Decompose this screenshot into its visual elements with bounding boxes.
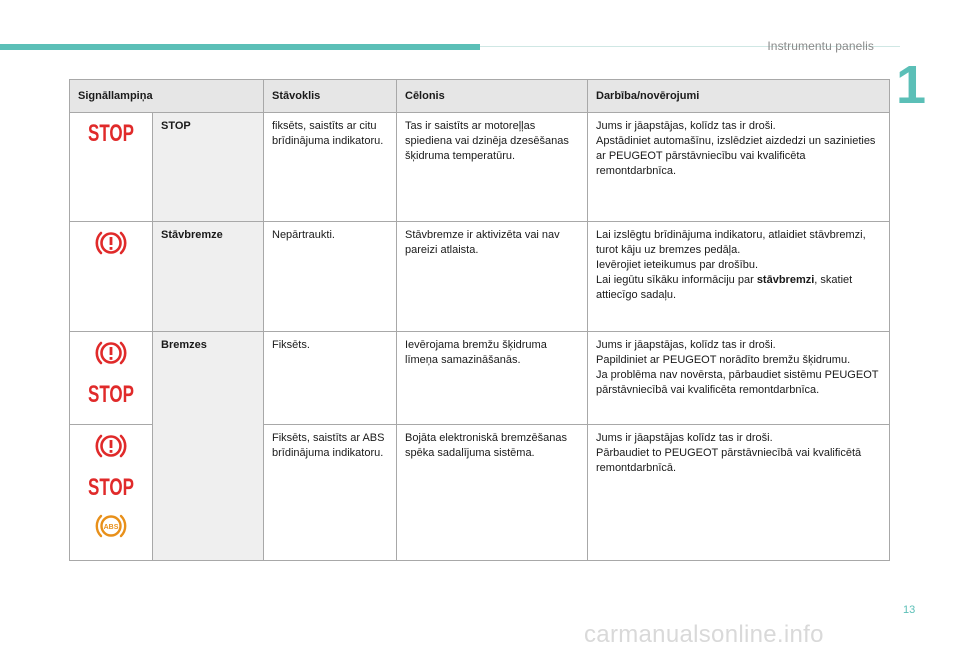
action-line: Jums ir jāapstājas kolīdz tas ir droši. bbox=[596, 432, 773, 444]
cause-cell: Stāvbremze ir aktivizēta vai nav pareizi atlaista. bbox=[397, 222, 588, 332]
state-cell: Fiksēts, saistīts ar ABS brīdinājuma indikatoru. bbox=[264, 425, 397, 561]
table-row-stop bbox=[70, 113, 890, 222]
stop-lamp-icon bbox=[87, 380, 135, 406]
state-cell: Nepārtraukti. bbox=[264, 222, 397, 332]
action-line: Jums ir jāapstājas, kolīdz tas ir droši. bbox=[596, 339, 776, 351]
action-ref-prefix: Lai iegūtu sīkāku informāciju par bbox=[596, 274, 757, 286]
action-cell bbox=[588, 425, 890, 561]
state-cell: Fiksēts. bbox=[264, 332, 397, 425]
lamp-name: STOP bbox=[153, 113, 264, 222]
header-action: Darbība/novērojumi bbox=[588, 80, 890, 113]
header-accent-bar bbox=[0, 44, 480, 50]
action-ref-bold: stāvbremzi bbox=[756, 274, 815, 286]
cause-cell: Ievērojama bremžu šķidruma līmeņa samazināšanās. bbox=[397, 332, 588, 425]
action-line: Lai izslēgtu brīdinājuma indikatoru, atlaidiet stāvbremzi, turot kāju uz bremzes pedāļa. bbox=[596, 229, 866, 256]
header-state: Stāvoklis bbox=[264, 80, 397, 113]
warning-lamp-table bbox=[69, 79, 890, 561]
section-title: Instrumentu panelis bbox=[767, 39, 874, 53]
icon-cell bbox=[70, 332, 153, 425]
icon-cell bbox=[70, 222, 153, 332]
lamp-name: Bremzes bbox=[153, 332, 264, 561]
table-row-brakes bbox=[70, 332, 890, 425]
header-cause: Cēlonis bbox=[397, 80, 588, 113]
cause-cell: Tas ir saistīts ar motoreļļas spiediena vai dzinēja dzesēšanas šķidruma temperatūru. bbox=[397, 113, 588, 222]
table-row-parking-brake bbox=[70, 222, 890, 332]
brake-warning-icon bbox=[94, 431, 128, 461]
abs-warning-icon bbox=[94, 511, 128, 541]
action-cell bbox=[588, 113, 890, 222]
action-line: Ievērojiet ieteikumus par drošību. bbox=[596, 259, 759, 271]
table-header-row bbox=[70, 80, 890, 113]
lamp-name: Stāvbremze bbox=[153, 222, 264, 332]
action-cell bbox=[588, 222, 890, 332]
page-number: 13 bbox=[903, 604, 916, 616]
icon-cell bbox=[70, 425, 153, 561]
cause-cell: Bojāta elektroniskā bremzēšanas spēka sadalījuma sistēma. bbox=[397, 425, 588, 561]
header-signal-lamp: Signāllampiņa bbox=[70, 80, 264, 113]
icon-cell bbox=[70, 113, 153, 222]
state-cell: fiksēts, saistīts ar citu brīdinājuma indikatoru. bbox=[264, 113, 397, 222]
action-cell bbox=[588, 332, 890, 425]
chapter-number: 1 bbox=[896, 55, 927, 115]
action-ref-suffix: , skatiet attiecīgo sadaļu. bbox=[596, 274, 853, 301]
stop-lamp-icon bbox=[87, 473, 135, 499]
action-line: Pārbaudiet to PEUGEOT pārstāvniecībā vai kvalificētā remontdarbnīcā. bbox=[596, 447, 862, 474]
footer-watermark: carmanualsonline.info bbox=[584, 621, 824, 648]
action-line: Ja problēma nav novērsta, pārbaudiet sistēmu PEUGEOT pārstāvniecībā vai kvalificēta remontdarbnīca. bbox=[596, 369, 879, 396]
action-line: Apstādiniet automašīnu, izslēdziet aizdedzi un sazinieties ar PEUGEOT pārstāvniecību vai kvalificēta remontdarbnīca. bbox=[596, 135, 876, 177]
action-line bbox=[596, 273, 881, 303]
brake-warning-icon bbox=[94, 338, 128, 368]
stop-lamp-icon bbox=[87, 119, 135, 145]
action-line: Jums ir jāapstājas, kolīdz tas ir droši. bbox=[596, 120, 776, 132]
brake-warning-icon bbox=[94, 228, 128, 258]
action-line: Papildiniet ar PEUGEOT norādīto bremžu šķidrumu. bbox=[596, 354, 851, 366]
